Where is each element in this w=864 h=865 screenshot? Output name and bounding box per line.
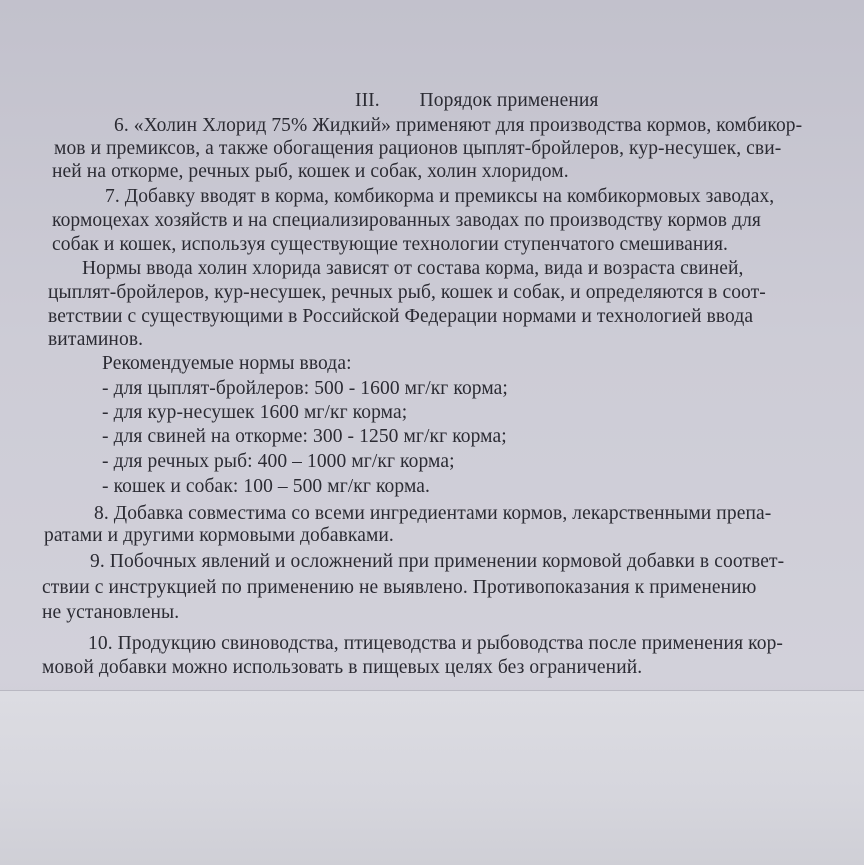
text-line: мовой добавки можно использовать в пищевых целях без ограничений. xyxy=(42,657,643,678)
text-line: ней на откорме, речных рыб, кошек и собак, холин хлоридом. xyxy=(52,161,569,182)
section-title: III. Порядок применения xyxy=(355,90,599,111)
text-line: витаминов. xyxy=(48,329,144,350)
text-line: цыплят-бройлеров, кур-несушек, речных рыб, кошек и собак, и определяются в соот- xyxy=(48,282,766,303)
text-line: Рекомендуемые нормы ввода: xyxy=(102,353,352,374)
text-line: - для речных рыб: 400 – 1000 мг/кг корма; xyxy=(102,451,455,472)
text-line: ветствии с существующими в Российской Федерации нормами и технологией ввода xyxy=(48,306,754,327)
text-line: собак и кошек, используя существующие технологии ступенчатого смешивания. xyxy=(52,234,728,255)
text-line: 6. «Холин Хлорид 75% Жидкий» применяют для производства кормов, комбикор- xyxy=(114,115,803,136)
text-line: 10. Продукцию свиноводства, птицеводства и рыбоводства после применения кор- xyxy=(88,633,784,654)
text-line: - для кур-несушек 1600 мг/кг корма; xyxy=(102,402,408,423)
text-line: ратами и другими кормовыми добавками. xyxy=(44,525,394,546)
text-line: 8. Добавка совместима со всеми ингредиентами кормов, лекарственными препа- xyxy=(94,503,772,524)
text-line: Нормы ввода холин хлорида зависят от состава корма, вида и возраста свиней, xyxy=(82,258,744,279)
text-line: ствии с инструкцией по применению не выявлено. Противопоказания к применению xyxy=(42,577,757,598)
paper-lower-area xyxy=(0,690,864,865)
text-line: кормоцехах хозяйств и на специализированных заводах по производству кормов для xyxy=(52,210,761,231)
text-line: мов и премиксов, а также обогащения рационов цыплят-бройлеров, кур-несушек, сви- xyxy=(54,138,782,159)
text-line: - кошек и собак: 100 – 500 мг/кг корма. xyxy=(102,476,430,497)
text-line: 9. Побочных явлений и осложнений при применении кормовой добавки в соответ- xyxy=(90,551,785,572)
text-line: не установлены. xyxy=(42,602,180,623)
text-line: - для свиней на откорме: 300 - 1250 мг/кг корма; xyxy=(102,426,507,447)
text-line: 7. Добавку вводят в корма, комбикорма и премиксы на комбикормовых заводах, xyxy=(105,186,775,207)
text-line: - для цыплят-бройлеров: 500 - 1600 мг/кг корма; xyxy=(102,378,508,399)
